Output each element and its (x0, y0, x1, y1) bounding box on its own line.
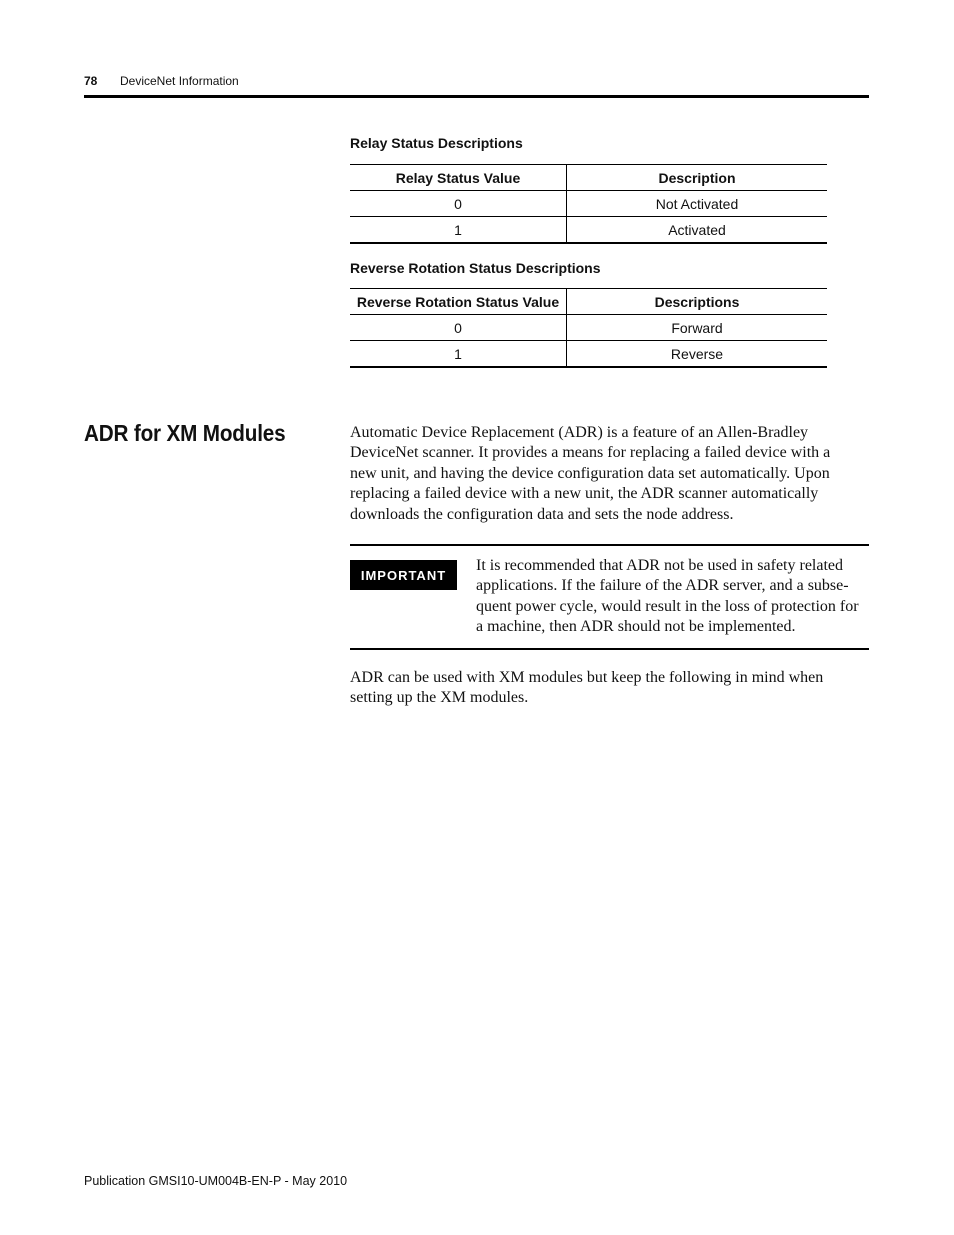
table-cell: Forward (567, 315, 828, 341)
table-cell: 1 (350, 341, 567, 368)
table-cell: 1 (350, 217, 567, 244)
section-heading: ADR for XM Modules (84, 420, 286, 446)
closing-paragraph: ADR can be used with XM modules but keep the following in mind when setting up the XM modules. (350, 669, 824, 707)
page-header (84, 72, 869, 98)
relay-table-caption: Relay Status Descriptions (350, 135, 523, 151)
table-header-row (350, 289, 827, 315)
column-header: Description (567, 165, 828, 191)
table-cell: Reverse (567, 341, 828, 368)
column-header: Relay Status Value (350, 165, 567, 191)
table-cell: 0 (350, 315, 567, 341)
reverse-table-caption: Reverse Rotation Status Descriptions (350, 260, 601, 276)
table-cell: 0 (350, 191, 567, 217)
table-header-row (350, 165, 827, 191)
table-row (350, 315, 827, 341)
table-cell: Not Activated (567, 191, 828, 217)
column-header: Descriptions (567, 289, 828, 315)
intro-paragraph: Automatic Device Replacement (ADR) is a feature of an Allen-Bradley DeviceNet scanner. It provides a means for replacing a failed device with a new unit, and having the device configuration data set automatically. Upon replacing a failed device with a new unit, the ADR scanner automatically downloads the configuration data and sets the node address. (350, 424, 831, 523)
important-label: IMPORTANT (350, 560, 457, 590)
important-text: It is recommended that ADR not be used in safety related applications. If the failure of the ADR server, and a subse-quent power cycle, would result in the loss of protection for a machine, then ADR should not be implemented. (476, 557, 859, 636)
table-cell: Activated (567, 217, 828, 244)
important-notice (350, 544, 869, 650)
running-title: DeviceNet Information (120, 74, 239, 88)
page-number: 78 (84, 74, 98, 88)
table-row (350, 341, 827, 368)
publication-footer: Publication GMSI10-UM004B-EN-P - May 2010 (84, 1174, 348, 1188)
column-header: Reverse Rotation Status Value (350, 289, 567, 315)
reverse-rotation-status-table (350, 288, 827, 368)
table-row (350, 191, 827, 217)
relay-status-table (350, 164, 827, 244)
table-row (350, 217, 827, 244)
